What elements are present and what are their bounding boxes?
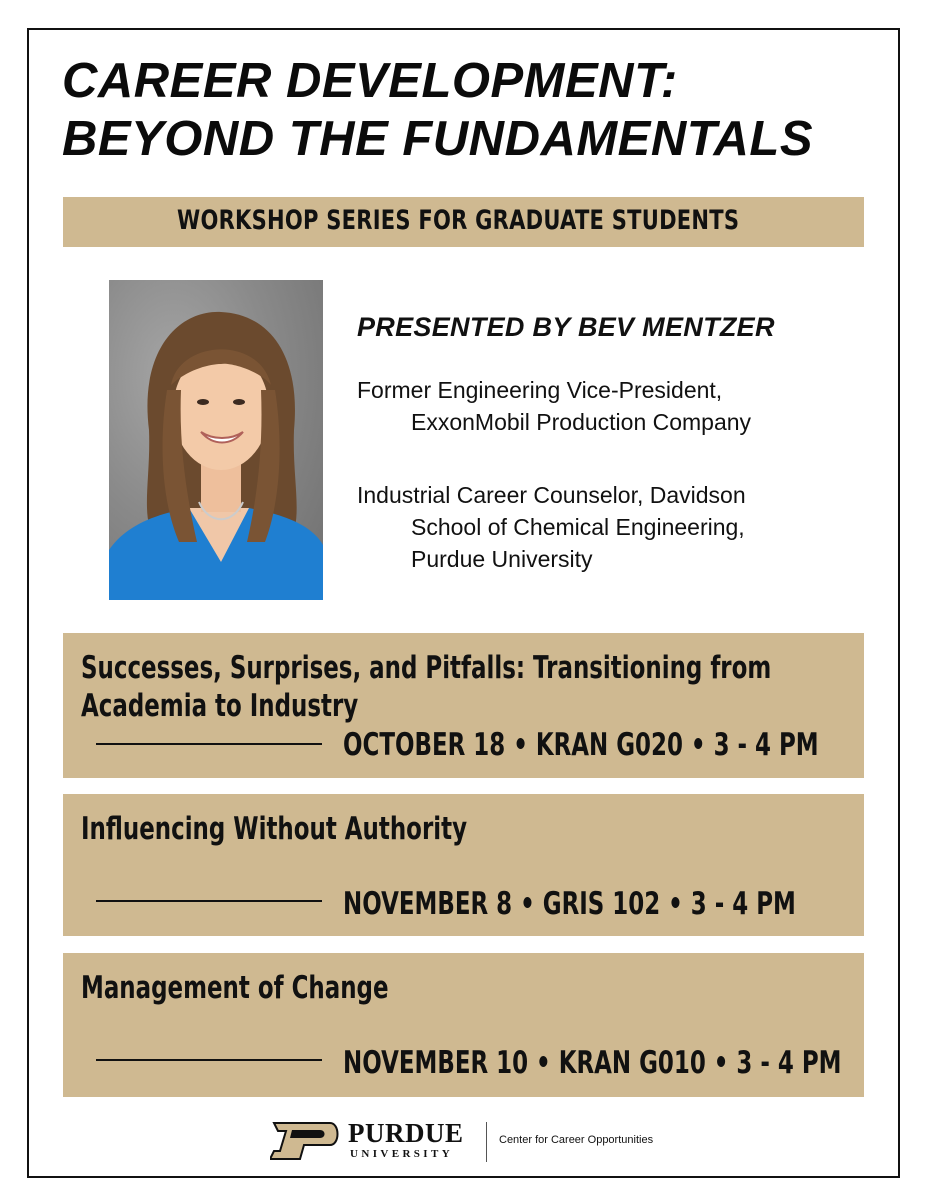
session-1 xyxy=(63,633,864,778)
logo-subword: UNIVERSITY xyxy=(350,1148,454,1160)
title-line-1: CAREER DEVELOPMENT: xyxy=(62,54,678,108)
poster-title xyxy=(62,52,882,168)
session-3-rule xyxy=(96,1059,322,1061)
session-2 xyxy=(63,794,864,936)
session-3 xyxy=(63,953,864,1097)
presenter-heading: PRESENTED BY BEV MENTZER xyxy=(357,312,775,342)
session-3-title: Management of Change xyxy=(81,970,389,1006)
role1-line2: ExxonMobil Production Company xyxy=(411,409,752,435)
role2-line1: Industrial Career Counselor, Davidson xyxy=(357,482,746,508)
subtitle: WORKSHOP SERIES FOR GRADUATE STUDENTS xyxy=(177,205,740,236)
footer xyxy=(270,1118,690,1164)
session-1-title-line2: Academia to Industry xyxy=(81,688,359,724)
session-1-title xyxy=(81,649,771,725)
session-1-rule xyxy=(96,743,322,745)
presenter-photo xyxy=(109,280,323,600)
role1-line1: Former Engineering Vice-President, xyxy=(357,377,723,403)
session-1-details: OCTOBER 18 • KRAN G020 • 3 - 4 PM xyxy=(343,727,819,763)
role2-line3: Purdue University xyxy=(411,546,593,572)
session-2-details: NOVEMBER 8 • GRIS 102 • 3 - 4 PM xyxy=(343,886,796,922)
presenter-role-2 xyxy=(357,479,746,575)
session-1-title-line1: Successes, Surprises, and Pitfalls: Transitioning from xyxy=(81,650,772,686)
department-name: Center for Career Opportunities xyxy=(499,1134,654,1146)
session-2-title: Influencing Without Authority xyxy=(81,811,468,847)
footer-divider xyxy=(486,1122,487,1162)
session-2-rule xyxy=(96,900,322,902)
purdue-p-logo-icon xyxy=(270,1121,340,1161)
title-line-2: BEYOND THE FUNDAMENTALS xyxy=(62,112,814,166)
presenter-role-1 xyxy=(357,374,751,438)
logo-wordmark: PURDUE xyxy=(348,1118,464,1148)
session-3-details: NOVEMBER 10 • KRAN G010 • 3 - 4 PM xyxy=(343,1045,842,1081)
role2-line2: School of Chemical Engineering, xyxy=(411,514,745,540)
